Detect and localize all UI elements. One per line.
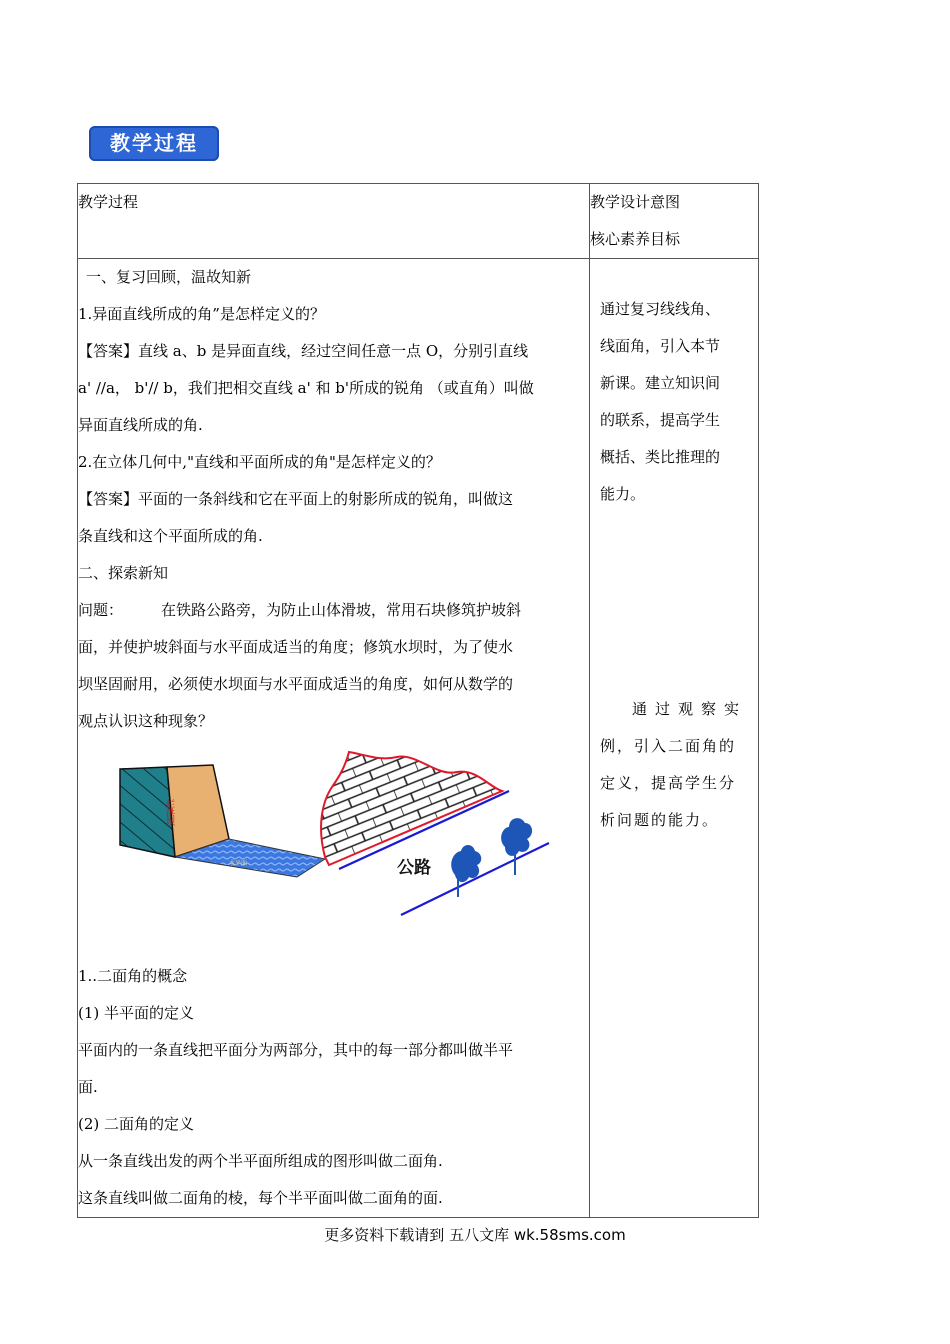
answer-2-line-2: 条直线和这个平面所成的角. — [78, 527, 263, 545]
section-review-heading: 一、复习回顾，温故知新 — [86, 268, 252, 286]
footer-link-text: 更多资料下载请到 五八文库 wk.58sms.com — [324, 1226, 626, 1244]
lesson-table — [77, 183, 759, 1218]
concept-heading: 1..二面角的概念 — [78, 967, 188, 985]
header-cell-process — [78, 184, 590, 259]
section-explore-heading: 二、探索新知 — [78, 564, 169, 582]
dam-figure — [120, 765, 325, 877]
intent-note-review-line: 的联系，提高学生 — [600, 411, 721, 429]
dihedral-heading: (2) 二面角的定义 — [78, 1115, 195, 1133]
problem-line-4: 观点认识这种现象？ — [78, 712, 214, 730]
intent-note-dihedral-line: 例，引入二面角的 — [600, 737, 737, 755]
header-goal-label: 核心素养目标 — [590, 230, 681, 248]
dihedral-def-line-1: 从一条直线出发的两个半平面所组成的图形叫做二面角. — [78, 1152, 443, 1170]
intent-note-review-line: 通过复习线线角、 — [600, 300, 721, 318]
intent-note-review-line: 新课。建立知识间 — [600, 374, 721, 392]
problem-line-3: 坝坚固耐用，必须使水坝面与水平面成适当的角度，如何从数学的 — [78, 675, 514, 693]
intent-note-review-line: 线面角，引入本节 — [600, 337, 721, 355]
intent-note-review — [600, 291, 750, 513]
problem-label: 问题： — [78, 601, 124, 619]
answer-1-line-3: 异面直线所成的角. — [78, 416, 203, 434]
slope-figure — [321, 752, 549, 915]
section-badge: 教学过程 — [89, 126, 219, 161]
dam-and-slope-illustration — [117, 747, 557, 919]
header-intent-label: 教学设计意图 — [590, 193, 681, 211]
water-surface-label: 水平面 — [229, 860, 248, 867]
half-plane-heading: (1) 半平面的定义 — [78, 1004, 195, 1022]
question-2: 2.在立体几何中,"直线和平面所成的角"是怎样定义的？ — [78, 453, 441, 471]
intent-note-dihedral-line: 定义，提高学生分 — [600, 774, 737, 792]
header-cell-intent — [590, 184, 759, 259]
intent-note-review-line: 概括、类比推理的 — [600, 448, 721, 466]
answer-1-line-1: 【答案】直线 a、b 是异面直线，经过空间任意一点 O，分别引直线 — [78, 342, 529, 360]
answer-2-line-1: 【答案】平面的一条斜线和它在平面上的射影所成的锐角，叫做这 — [78, 490, 514, 508]
dam-label: 拦洪坝 — [164, 799, 174, 826]
intent-note-dihedral — [600, 691, 750, 839]
road-label: 公路 — [397, 858, 431, 878]
intent-note-review-line: 能力。 — [600, 485, 646, 503]
process-content-cell — [78, 259, 590, 1218]
answer-1-line-2: a' //a， b'// b，我们把相交直线 a' 和 b'所成的锐角 （或直角）叫做 — [78, 379, 534, 397]
header-process-label: 教学过程 — [78, 193, 139, 211]
problem-line-1 — [78, 592, 589, 629]
intent-note-dihedral-line: 析问题的能力。 — [600, 811, 720, 829]
problem-line-2: 面，并使护坡斜面与水平面成适当的角度；修筑水坝时，为了使水 — [78, 638, 514, 656]
tree-icon — [501, 818, 532, 875]
half-plane-def-line-1: 平面内的一条直线把平面分为两部分，其中的每一部分都叫做半平 — [78, 1041, 514, 1059]
question-1: 1.异面直线所成的角”是怎样定义的？ — [78, 305, 325, 323]
problem-text-1: 在铁路公路旁，为防止山体滑坡，常用石块修筑护坡斜 — [161, 601, 522, 619]
design-intent-cell — [590, 259, 759, 1218]
intent-note-dihedral-line: 通过观察实 — [632, 700, 748, 718]
dihedral-def-line-2: 这条直线叫做二面角的棱，每个半平面叫做二面角的面. — [78, 1189, 443, 1207]
half-plane-def-line-2: 面. — [78, 1078, 98, 1096]
